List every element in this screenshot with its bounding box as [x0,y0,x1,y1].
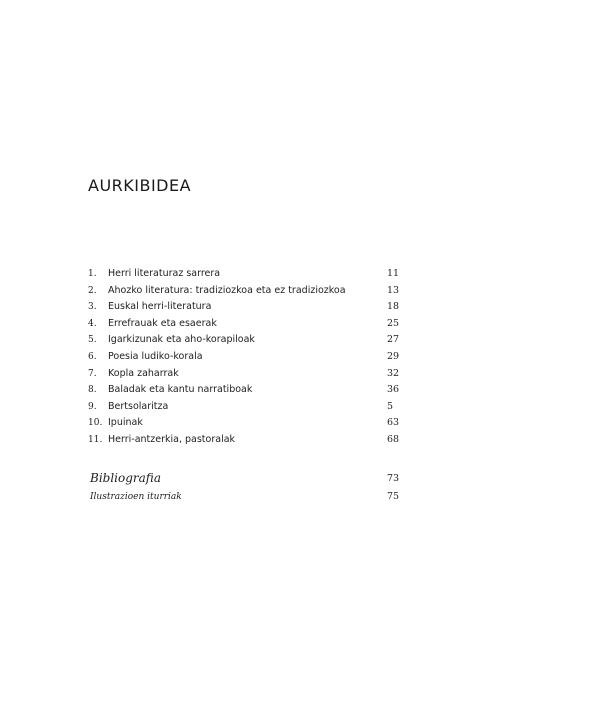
toc-entry-title: Errefrauak eta esaerak [108,317,217,329]
toc-entry[interactable] [88,332,403,349]
toc-entry-page: 32 [387,367,400,379]
toc-entry-title: Ipuinak [108,417,143,429]
back-matter [90,468,403,505]
bibliography-page: 73 [387,473,400,484]
toc-entry[interactable] [88,366,403,383]
toc-entry-page: 27 [387,334,400,346]
toc-entry-page: 13 [387,284,400,296]
toc-entry-page: 25 [387,317,400,329]
toc-entry-number: 11. [88,434,103,445]
toc-entry-number: 2. [88,285,97,296]
toc-entry-title: Euskal herri-literatura [108,301,212,313]
toc-entry[interactable] [88,316,403,333]
toc-entry-title: Herri-antzerkia, pastoralak [108,433,236,445]
illustration-sources-entry[interactable] [90,489,403,505]
toc-entry-number: 7. [88,368,97,379]
toc-entry-page: 5 [387,400,394,412]
toc-entry-page: 63 [387,417,400,429]
toc-entry-number: 9. [88,401,97,412]
toc-entry-number: 8. [88,385,97,396]
toc-entry[interactable] [88,432,403,449]
toc-entry[interactable] [88,283,403,300]
toc-entry-number: 5. [88,335,97,346]
toc-entry-title: Herri literaturaz sarrera [108,268,221,279]
toc-entry[interactable] [88,266,403,283]
toc-entry[interactable] [88,299,403,316]
toc-entry-number: 3. [88,302,97,313]
toc-entry[interactable] [88,399,403,416]
toc-entry-title: Igarkizunak eta aho-korapiloak [108,334,255,346]
table-of-contents [88,266,403,449]
toc-entry-number: 10. [88,418,103,429]
toc-entry[interactable] [88,349,403,366]
toc-entry-page: 29 [387,350,400,362]
page-title: AURKIBIDEA [88,176,192,195]
toc-entry-title: Ahozko literatura: tradiziozkoa eta ez tradiziozkoa [108,284,346,296]
illustration-sources-title: Ilustrazioen iturriak [90,492,182,502]
toc-entry-page: 11 [387,268,400,279]
toc-entry-number: 4. [88,318,97,329]
toc-entry-page: 18 [387,301,400,313]
toc-entry-title: Poesia ludiko-korala [108,350,203,362]
toc-entry-number: 6. [88,351,97,362]
toc-entry-page: 68 [387,433,400,445]
illustration-sources-page: 75 [387,491,400,502]
toc-entry-number: 1. [88,269,97,279]
bibliography-entry[interactable] [90,468,403,489]
toc-entry-page: 36 [387,384,400,396]
toc-entry[interactable] [88,415,403,432]
toc-entry-title: Baladak eta kantu narratiboak [108,384,253,396]
toc-entry-title: Kopla zaharrak [108,367,179,379]
toc-entry-title: Bertsolaritza [108,400,169,412]
toc-entry[interactable] [88,382,403,399]
bibliography-title: Bibliografia [90,471,161,485]
